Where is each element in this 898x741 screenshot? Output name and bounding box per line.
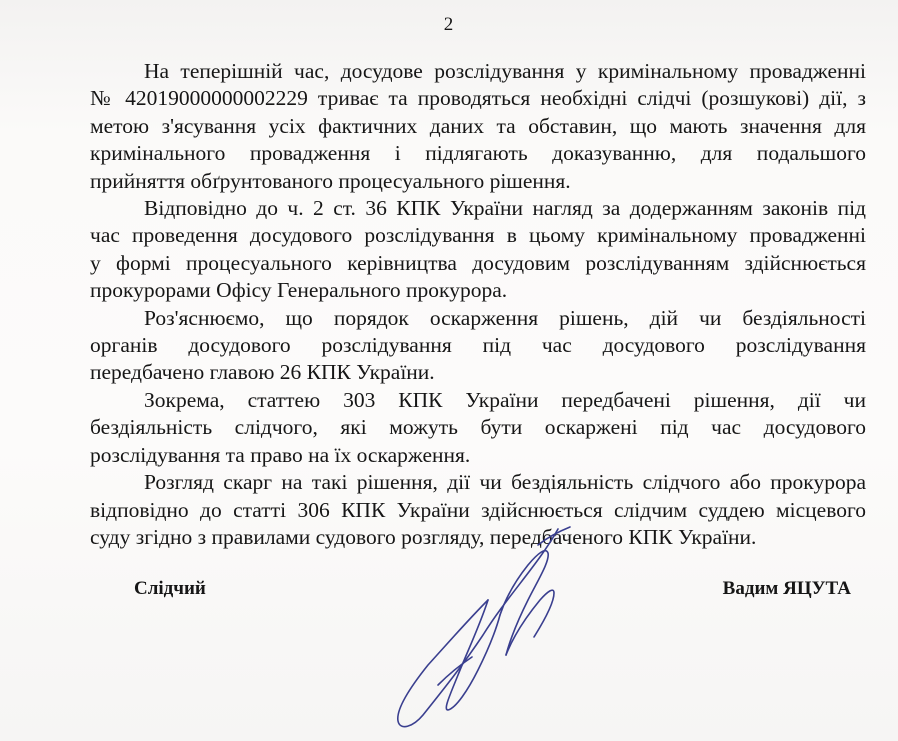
text-line: прийняття обґрунтованого процесуального рішення. bbox=[90, 168, 571, 193]
page-number: 2 bbox=[443, 14, 455, 35]
text-line: метою з'ясування усіх фактичних даних та обставин, що мають значення для bbox=[90, 113, 866, 138]
text-line: Зокрема, статтею 303 КПК України передбачені рішення, дії чи bbox=[144, 387, 866, 412]
text-line: бездіяльність слідчого, які можуть бути оскаржені під час досудового bbox=[90, 415, 866, 440]
signatory-position: Слідчий bbox=[134, 578, 206, 599]
text-line: кримінального провадження і підлягають доказуванню, для подальшого bbox=[90, 141, 866, 166]
text-line: Розгляд скарг на такі рішення, дії чи бездіяльність слідчого або прокурора bbox=[144, 470, 866, 495]
paragraph-appeal-procedure bbox=[90, 305, 866, 387]
text-line: органів досудового розслідування під час досудового розслідування bbox=[90, 333, 866, 358]
text-line: № 42019000000002229 триває та проводяться необхідні слідчі (розшукові) дії, з bbox=[90, 86, 866, 111]
handwritten-signature-icon bbox=[388, 525, 588, 735]
text-line: прокурорами Офісу Генерального прокурора. bbox=[90, 278, 508, 303]
text-line: суду згідно з правилами судового розгляду, передбаченого КПК України. bbox=[90, 524, 757, 549]
signatory-name: Вадим ЯЦУТА bbox=[722, 578, 851, 599]
text-line: у формі процесуального керівництва досудовим розслідуванням здійснюється bbox=[90, 250, 866, 275]
paragraph-investigation-status bbox=[90, 58, 866, 195]
text-line: розслідування та право на їх оскарження. bbox=[90, 442, 471, 467]
text-line: передбачено главою 26 КПК України. bbox=[90, 360, 435, 385]
paragraph-oversight bbox=[90, 195, 866, 305]
text-line: відповідно до статті 306 КПК України здійснюється слідчим суддею місцевого bbox=[90, 497, 866, 522]
paragraph-article-303 bbox=[90, 387, 866, 469]
text-line: час проведення досудового розслідування в цьому кримінальному провадженні bbox=[90, 223, 866, 248]
document-body bbox=[90, 58, 866, 551]
text-line: На теперішній час, досудове розслідування у кримінальному провадженні bbox=[144, 59, 866, 83]
text-line: Відповідно до ч. 2 ст. 36 КПК України нагляд за додержанням законів під bbox=[144, 196, 866, 221]
text-line: Роз'яснюємо, що порядок оскарження рішень, дій чи бездіяльності bbox=[144, 305, 866, 330]
